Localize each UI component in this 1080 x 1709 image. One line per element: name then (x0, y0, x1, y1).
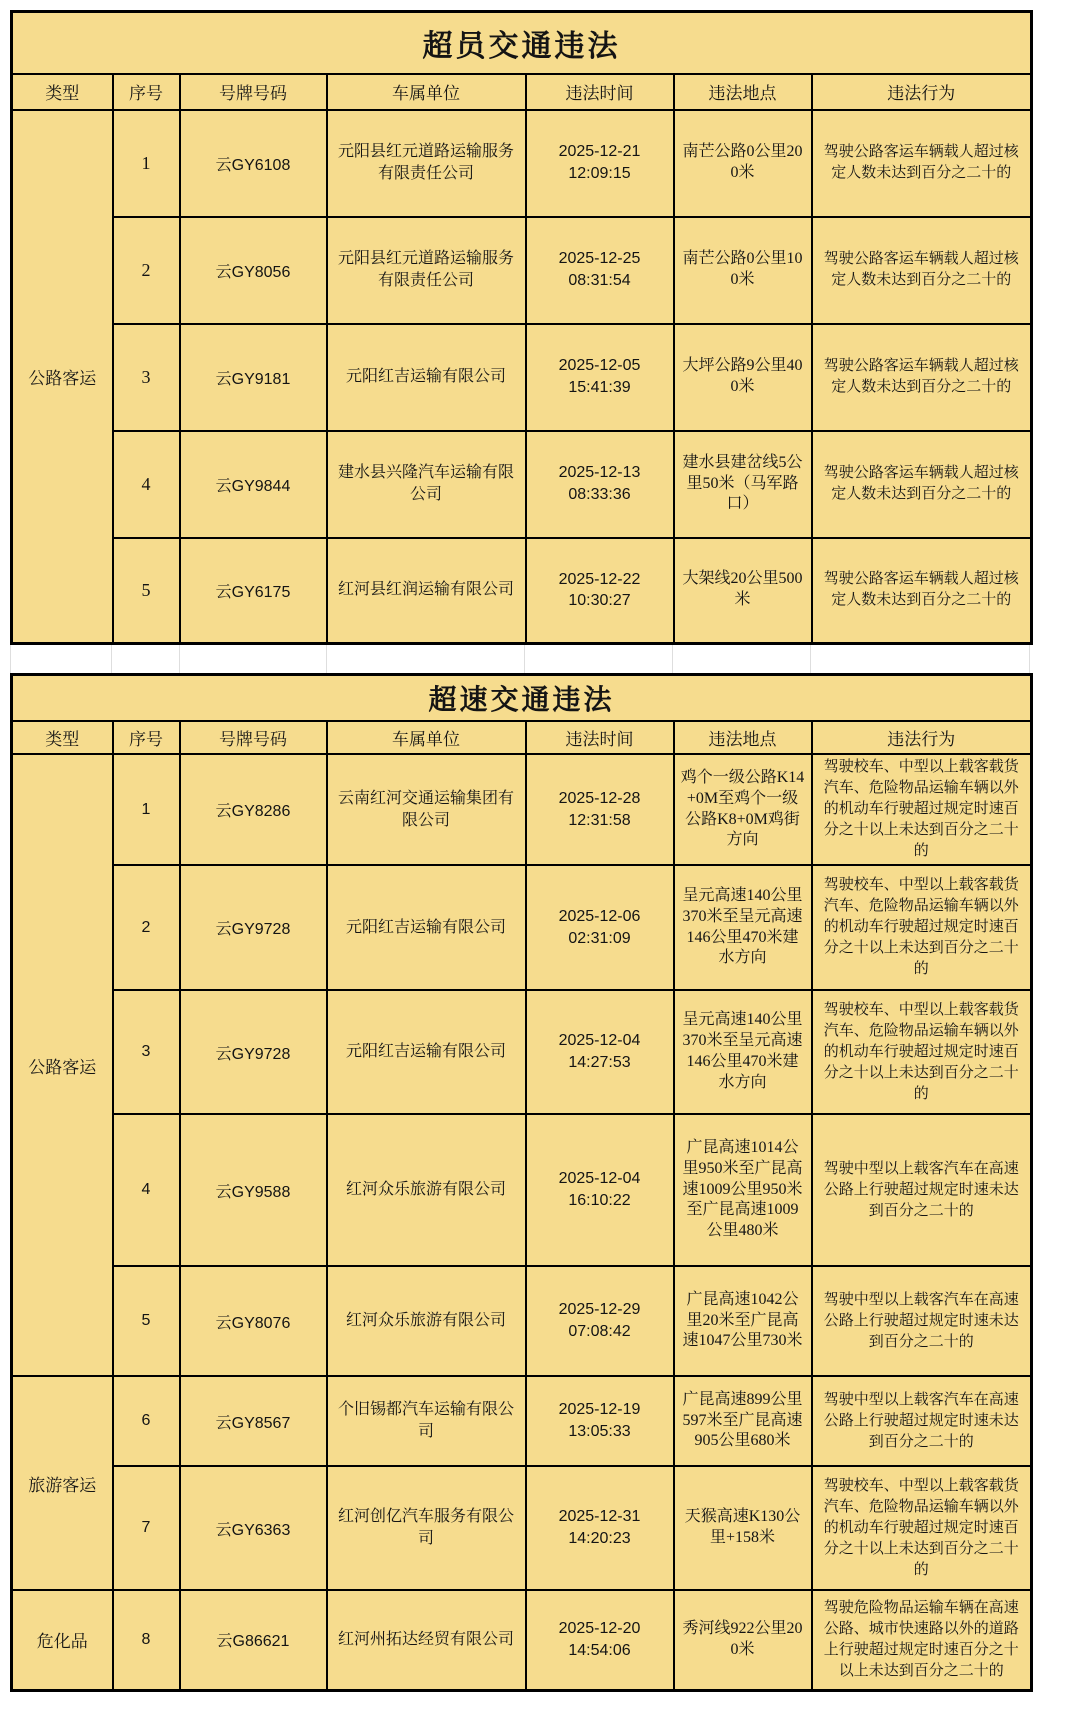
seq-cell: 1 (113, 110, 180, 217)
table-row (12, 1376, 1032, 1466)
location-cell: 鸡个一级公路K14+0M至鸡个一级公路K8+0M鸡街方向 (674, 754, 812, 865)
violation-date: 2025-12-13 (558, 464, 641, 482)
time-cell (526, 431, 674, 538)
violation-date: 2025-12-04 (558, 1170, 641, 1188)
seq-cell: 8 (113, 1590, 180, 1690)
table-row (12, 217, 1032, 324)
plate-cell: 云GY9588 (180, 1114, 327, 1266)
company-cell: 红河众乐旅游有限公司 (327, 1114, 526, 1266)
location-cell: 广昆高速1014公里950米至广昆高速1009公里950米至广昆高速1009公里480米 (674, 1114, 812, 1266)
overload-violation-table-container (10, 10, 1080, 645)
location-cell: 呈元高速140公里370米至呈元高速146公里470米建水方向 (674, 865, 812, 990)
column-header-3: 车属单位 (327, 721, 526, 754)
seq-cell: 6 (113, 1376, 180, 1466)
gap-column-line (327, 645, 525, 673)
time-cell (526, 217, 674, 324)
behavior-cell: 驾驶校车、中型以上载客载货汽车、危险物品运输车辆以外的机动车行驶超过规定时速百分之十以上未达到百分之二十的 (812, 865, 1032, 990)
location-cell: 南芒公路0公里100米 (674, 217, 812, 324)
behavior-cell: 驾驶中型以上载客汽车在高速公路上行驶超过规定时速未达到百分之二十的 (812, 1266, 1032, 1376)
violation-date: 2025-12-22 (558, 570, 641, 588)
table-row (12, 865, 1032, 990)
speeding-violation-table (10, 673, 1033, 1692)
behavior-cell: 驾驶公路客运车辆载人超过核定人数未达到百分之二十的 (812, 538, 1032, 644)
location-cell: 广昆高速899公里597米至广昆高速905公里680米 (674, 1376, 812, 1466)
violation-time: 14:27:53 (568, 1054, 631, 1071)
gap-column-line (811, 645, 1030, 673)
table-row (12, 1266, 1032, 1376)
table-gap-strip (10, 645, 1030, 673)
company-cell: 建水县兴隆汽车运输有限公司 (327, 431, 526, 538)
time-cell (526, 1114, 674, 1266)
time-cell (526, 754, 674, 865)
violation-time: 10:30:27 (568, 592, 631, 610)
company-cell: 元阳红吉运输有限公司 (327, 990, 526, 1114)
behavior-cell: 驾驶中型以上载客汽车在高速公路上行驶超过规定时速未达到百分之二十的 (812, 1114, 1032, 1266)
column-header-4: 违法时间 (526, 721, 674, 754)
company-cell: 元阳县红元道路运输服务有限责任公司 (327, 110, 526, 217)
violation-date: 2025-12-20 (558, 1620, 641, 1638)
time-cell (526, 1376, 674, 1466)
overload-violation-table (10, 10, 1033, 645)
violation-date: 2025-12-31 (558, 1508, 641, 1526)
violation-time: 12:31:58 (568, 811, 631, 829)
behavior-cell: 驾驶公路客运车辆载人超过核定人数未达到百分之二十的 (812, 217, 1032, 324)
time-cell (526, 1590, 674, 1690)
seq-cell: 2 (113, 217, 180, 324)
violation-time: 02:31:09 (568, 929, 631, 947)
behavior-cell: 驾驶校车、中型以上载客载货汽车、危险物品运输车辆以外的机动车行驶超过规定时速百分之十以上未达到百分之二十的 (812, 990, 1032, 1114)
table-row (12, 1114, 1032, 1266)
gap-column-line (180, 645, 327, 673)
violation-date: 2025-12-25 (558, 250, 641, 268)
plate-cell: 云GY9728 (180, 865, 327, 990)
violation-time: 12:09:15 (568, 165, 631, 182)
column-header-6: 违法行为 (812, 74, 1032, 110)
column-header-0: 类型 (12, 721, 113, 754)
seq-cell: 4 (113, 1114, 180, 1266)
location-cell: 大架线20公里500米 (674, 538, 812, 644)
column-header-3: 车属单位 (327, 74, 526, 110)
company-cell: 红河创亿汽车服务有限公司 (327, 1466, 526, 1590)
behavior-cell: 驾驶校车、中型以上载客载货汽车、危险物品运输车辆以外的机动车行驶超过规定时速百分之十以上未达到百分之二十的 (812, 1466, 1032, 1590)
violation-time: 14:54:06 (568, 1641, 631, 1659)
seq-cell: 3 (113, 990, 180, 1114)
column-header-1: 序号 (113, 74, 180, 110)
time-cell (526, 538, 674, 644)
table-row (12, 431, 1032, 538)
company-cell: 红河县红润运输有限公司 (327, 538, 526, 644)
company-cell: 元阳红吉运输有限公司 (327, 865, 526, 990)
seq-cell: 2 (113, 865, 180, 990)
type-group-cell: 危化品 (12, 1590, 113, 1690)
behavior-cell: 驾驶公路客运车辆载人超过核定人数未达到百分之二十的 (812, 324, 1032, 431)
seq-cell: 5 (113, 1266, 180, 1376)
time-cell (526, 324, 674, 431)
gap-column-line (673, 645, 811, 673)
violation-time: 13:05:33 (568, 1423, 631, 1440)
seq-cell: 7 (113, 1466, 180, 1590)
column-header-6: 违法行为 (812, 721, 1032, 754)
gap-column-line (525, 645, 673, 673)
gap-column-line (10, 645, 112, 673)
column-header-5: 违法地点 (674, 74, 812, 110)
violation-date: 2025-12-28 (558, 789, 641, 807)
company-cell: 云南红河交通运输集团有限公司 (327, 754, 526, 865)
violation-time: 15:41:39 (568, 379, 631, 396)
type-group-cell: 公路客运 (12, 110, 113, 644)
violation-date: 2025-12-06 (558, 907, 641, 925)
company-cell: 红河众乐旅游有限公司 (327, 1266, 526, 1376)
violation-date: 2025-12-21 (558, 143, 641, 161)
speeding-violation-table-container (10, 673, 1080, 1692)
plate-cell: 云GY8076 (180, 1266, 327, 1376)
time-cell (526, 865, 674, 990)
location-cell: 天猴高速K130公里+158米 (674, 1466, 812, 1590)
plate-cell: 云GY9181 (180, 324, 327, 431)
table-row (12, 324, 1032, 431)
violation-date: 2025-12-04 (558, 1032, 641, 1050)
company-cell: 个旧锡都汽车运输有限公司 (327, 1376, 526, 1466)
table-row (12, 990, 1032, 1114)
type-group-cell: 旅游客运 (12, 1376, 113, 1590)
plate-cell: 云GY6175 (180, 538, 327, 644)
seq-cell: 1 (113, 754, 180, 865)
violation-date: 2025-12-19 (558, 1401, 641, 1419)
gap-column-line (112, 645, 179, 673)
time-cell (526, 990, 674, 1114)
column-header-1: 序号 (113, 721, 180, 754)
time-cell (526, 1266, 674, 1376)
company-cell: 元阳县红元道路运输服务有限责任公司 (327, 217, 526, 324)
table-row (12, 110, 1032, 217)
behavior-cell: 驾驶公路客运车辆载人超过核定人数未达到百分之二十的 (812, 431, 1032, 538)
location-cell: 秀河线922公里200米 (674, 1590, 812, 1690)
type-group-cell: 公路客运 (12, 754, 113, 1376)
plate-cell: 云GY6108 (180, 110, 327, 217)
violation-time: 08:31:54 (568, 272, 631, 289)
plate-cell: 云GY9844 (180, 431, 327, 538)
violation-time: 07:08:42 (568, 1323, 631, 1340)
plate-cell: 云GY6363 (180, 1466, 327, 1590)
location-cell: 广昆高速1042公里20米至广昆高速1047公里730米 (674, 1266, 812, 1376)
column-header-4: 违法时间 (526, 74, 674, 110)
table-row (12, 538, 1032, 644)
seq-cell: 5 (113, 538, 180, 644)
violation-time: 08:33:36 (568, 486, 631, 503)
behavior-cell: 驾驶中型以上载客汽车在高速公路上行驶超过规定时速未达到百分之二十的 (812, 1376, 1032, 1466)
violation-date: 2025-12-05 (558, 357, 641, 375)
location-cell: 大坪公路9公里400米 (674, 324, 812, 431)
plate-cell: 云GY9728 (180, 990, 327, 1114)
column-header-0: 类型 (12, 74, 113, 110)
company-cell: 红河州拓达经贸有限公司 (327, 1590, 526, 1690)
location-cell: 建水县建岔线5公里50米（马军路口） (674, 431, 812, 538)
violation-date: 2025-12-29 (558, 1301, 641, 1319)
table-title: 超员交通违法 (12, 12, 1032, 74)
column-header-2: 号牌号码 (180, 721, 327, 754)
seq-cell: 3 (113, 324, 180, 431)
violation-time: 16:10:22 (568, 1192, 631, 1209)
violation-time: 14:20:23 (568, 1530, 631, 1547)
plate-cell: 云GY8286 (180, 754, 327, 865)
plate-cell: 云GY8056 (180, 217, 327, 324)
column-header-5: 违法地点 (674, 721, 812, 754)
table-row (12, 1590, 1032, 1690)
time-cell (526, 1466, 674, 1590)
behavior-cell: 驾驶校车、中型以上载客载货汽车、危险物品运输车辆以外的机动车行驶超过规定时速百分之十以上未达到百分之二十的 (812, 754, 1032, 865)
plate-cell: 云GY8567 (180, 1376, 327, 1466)
table-row (12, 1466, 1032, 1590)
location-cell: 呈元高速140公里370米至呈元高速146公里470米建水方向 (674, 990, 812, 1114)
time-cell (526, 110, 674, 217)
location-cell: 南芒公路0公里200米 (674, 110, 812, 217)
seq-cell: 4 (113, 431, 180, 538)
table-row (12, 754, 1032, 865)
plate-cell: 云G86621 (180, 1590, 327, 1690)
table-title: 超速交通违法 (12, 675, 1032, 722)
behavior-cell: 驾驶危险物品运输车辆在高速公路、城市快速路以外的道路上行驶超过规定时速百分之十以上未达到百分之二十的 (812, 1590, 1032, 1690)
column-header-2: 号牌号码 (180, 74, 327, 110)
company-cell: 元阳红吉运输有限公司 (327, 324, 526, 431)
behavior-cell: 驾驶公路客运车辆载人超过核定人数未达到百分之二十的 (812, 110, 1032, 217)
